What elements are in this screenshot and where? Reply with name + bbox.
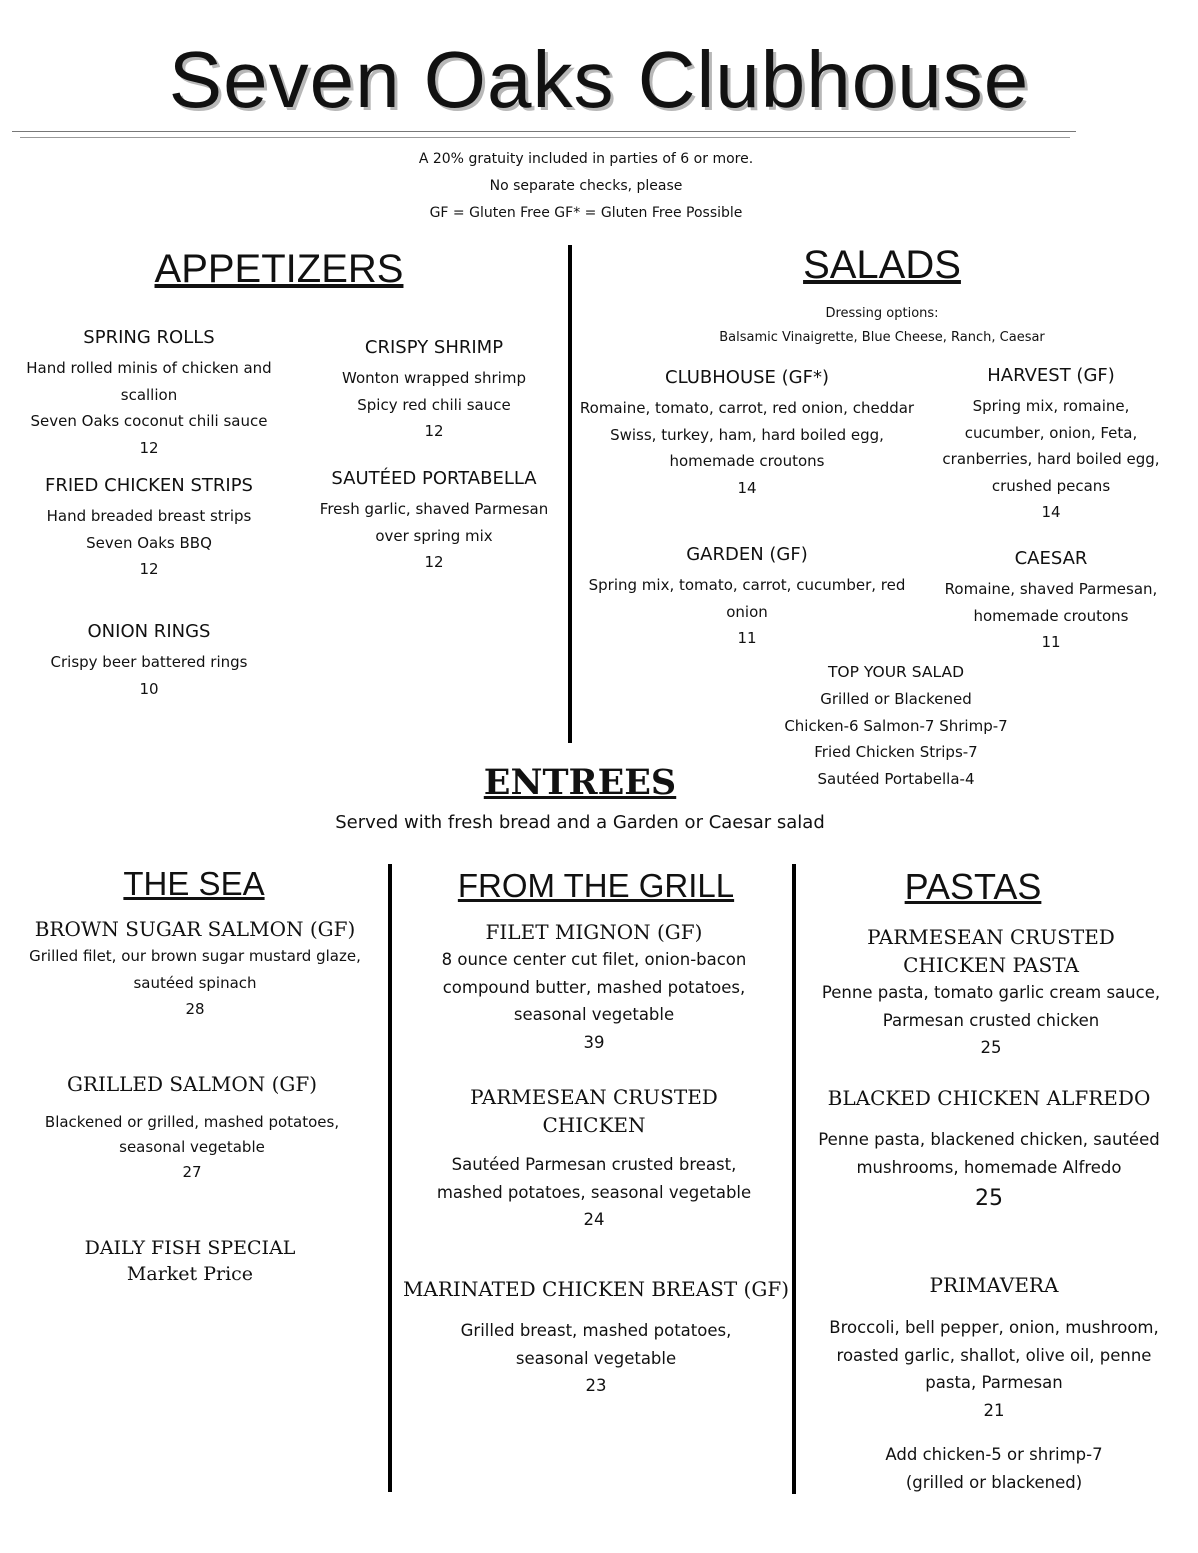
pasta-addons xyxy=(805,1441,1183,1496)
item-name: CRISPY SHRIMP xyxy=(364,337,504,358)
menu-item xyxy=(395,1083,793,1234)
item-desc xyxy=(805,1314,1183,1424)
item-price: 25 xyxy=(980,1038,1002,1057)
desc-line: Grilled breast, mashed potatoes, xyxy=(460,1321,732,1340)
desc-line: 8 ounce center cut filet, onion-bacon xyxy=(441,950,747,969)
item-name: GRILLED SALMON (GF) xyxy=(66,1072,318,1096)
menu-item xyxy=(936,547,1166,656)
desc-line: Crispy beer battered rings xyxy=(50,653,248,671)
desc-line: mashed potatoes, seasonal vegetable xyxy=(436,1182,752,1202)
topping-line: Sautéed Portabella-4 xyxy=(817,769,975,788)
name-line: PARMESEAN CRUSTED xyxy=(470,1085,718,1109)
topping-line: Chicken-6 Salmon-7 Shrimp-7 xyxy=(784,716,1008,735)
menu-item xyxy=(284,467,584,576)
toppings-list xyxy=(746,686,1046,792)
item-name: MARINATED CHICKEN BREAST (GF) xyxy=(402,1277,790,1301)
item-desc xyxy=(0,649,298,702)
topping-line: Grilled or Blackened xyxy=(820,690,972,708)
item-desc xyxy=(0,503,298,583)
item-price: 39 xyxy=(583,1032,605,1052)
item-price: 28 xyxy=(185,1000,205,1018)
desc-line: Seven Oaks coconut chili sauce xyxy=(30,412,268,430)
desc-line: Broccoli, bell pepper, onion, mushroom, xyxy=(829,1318,1159,1337)
desc-line: Penne pasta, tomato garlic cream sauce, xyxy=(821,983,1161,1002)
item-desc xyxy=(0,1110,384,1185)
item-desc xyxy=(577,395,917,501)
menu-notes xyxy=(0,146,1172,227)
item-price: 12 xyxy=(424,422,444,440)
item-desc xyxy=(936,576,1166,656)
menu-item xyxy=(284,336,584,445)
desc-line: compound butter, mashed potatoes, xyxy=(442,977,746,997)
desc-line: Spicy red chili sauce xyxy=(357,395,511,414)
menu-item xyxy=(0,326,298,461)
appetizers-heading: APPETIZERS xyxy=(154,247,404,291)
title-divider xyxy=(12,131,1076,132)
menu-item xyxy=(0,474,298,583)
desc-line: Hand breaded breast strips xyxy=(46,507,252,525)
sea-heading: THE SEA xyxy=(123,865,265,902)
desc-line: onion xyxy=(726,602,768,621)
desc-line: roasted garlic, shallot, olive oil, penne xyxy=(836,1345,1152,1365)
gratuity-note: A 20% gratuity included in parties of 6 or more. xyxy=(418,151,754,167)
item-desc xyxy=(582,572,912,652)
menu-item xyxy=(800,1084,1178,1217)
item-price: 12 xyxy=(139,560,159,578)
desc-line: Seven Oaks BBQ xyxy=(86,533,212,552)
grill-heading: FROM THE GRILL xyxy=(457,867,735,904)
item-name: CLUBHOUSE (GF*) xyxy=(665,367,829,388)
item-price: 25 xyxy=(975,1186,1003,1211)
desc-line: seasonal vegetable xyxy=(515,1348,677,1368)
desc-line: over spring mix xyxy=(375,526,493,545)
desc-line: homemade croutons xyxy=(669,452,825,470)
item-name: FRIED CHICKEN STRIPS xyxy=(45,475,253,496)
desc-line: Romaine, shaved Parmesan, xyxy=(944,580,1158,598)
desc-line: mushrooms, homemade Alfredo xyxy=(856,1157,1122,1177)
page-title: Seven Oaks Clubhouse xyxy=(168,35,1030,124)
item-desc xyxy=(805,979,1177,1062)
item-price: Market Price xyxy=(126,1263,254,1285)
item-price: 10 xyxy=(139,679,159,698)
name-line: PARMESEAN CRUSTED xyxy=(867,925,1115,949)
item-desc xyxy=(284,496,584,576)
item-name xyxy=(395,1083,793,1139)
salad-toppings xyxy=(746,660,1046,792)
desc-line: sautéed spinach xyxy=(133,973,257,992)
name-line: CHICKEN xyxy=(542,1113,646,1137)
checks-note: No separate checks, please xyxy=(489,178,683,194)
item-price: 23 xyxy=(585,1376,607,1395)
desc-line: Blackened or grilled, mashed potatoes, xyxy=(44,1113,340,1131)
menu-item xyxy=(0,1235,380,1287)
desc-line: Wonton wrapped shrimp xyxy=(342,369,526,387)
item-price: 12 xyxy=(139,438,159,457)
salads-heading: SALADS xyxy=(803,243,961,287)
item-price: 11 xyxy=(737,629,757,647)
desc-line: Sautéed Parmesan crusted breast, xyxy=(451,1155,737,1174)
menu-item xyxy=(0,1070,384,1185)
menu-item xyxy=(0,620,298,702)
item-name: GARDEN (GF) xyxy=(686,544,808,565)
desc-line: Spring mix, tomato, carrot, cucumber, red xyxy=(588,576,906,594)
desc-line: seasonal vegetable xyxy=(119,1138,265,1156)
addon-line: Add chicken-5 or shrimp-7 xyxy=(885,1445,1103,1464)
item-name: ONION RINGS xyxy=(87,621,211,642)
desc-line: pasta, Parmesan xyxy=(925,1373,1063,1392)
item-price: 21 xyxy=(983,1400,1005,1420)
menu-item xyxy=(0,915,390,1023)
item-name: SPRING ROLLS xyxy=(83,327,215,348)
item-desc xyxy=(0,355,298,461)
item-name: CAESAR xyxy=(1014,548,1088,569)
item-desc xyxy=(395,946,793,1056)
dressing-label: Dressing options: xyxy=(825,306,939,321)
item-desc xyxy=(284,365,584,445)
dressing-options xyxy=(632,302,1132,350)
menu-item xyxy=(395,918,793,1056)
desc-line: cucumber, onion, Feta, xyxy=(964,423,1138,442)
desc-line: cranberries, hard boiled egg, xyxy=(942,450,1160,468)
item-desc xyxy=(395,1151,793,1234)
item-price: 27 xyxy=(182,1163,202,1181)
item-desc xyxy=(936,393,1166,526)
item-name: FILET MIGNON (GF) xyxy=(485,920,703,944)
item-name xyxy=(805,923,1177,979)
item-price: 14 xyxy=(737,478,757,497)
entrees-heading: ENTREES xyxy=(483,762,677,803)
desc-line: Grilled filet, our brown sugar mustard glaze, xyxy=(29,947,361,965)
item-name: DAILY FISH SPECIAL xyxy=(84,1237,296,1259)
item-price: 11 xyxy=(1041,633,1061,651)
desc-line: crushed pecans xyxy=(991,476,1111,495)
item-price: 14 xyxy=(1041,503,1061,521)
name-line: CHICKEN PASTA xyxy=(903,953,1079,977)
item-desc xyxy=(395,1317,797,1400)
desc-line: homemade croutons xyxy=(973,606,1129,625)
item-desc xyxy=(0,943,390,1023)
menu-item xyxy=(805,1271,1183,1424)
desc-line: Fresh garlic, shaved Parmesan xyxy=(319,500,549,518)
dressing-list: Balsamic Vinaigrette, Blue Cheese, Ranch, Caesar xyxy=(719,330,1045,345)
item-name: BLACKED CHICKEN ALFREDO xyxy=(827,1086,1151,1110)
desc-line: Parmesan crusted chicken xyxy=(882,1010,1100,1030)
item-desc xyxy=(800,1126,1178,1217)
entrees-subtitle: Served with fresh bread and a Garden or Caesar salad xyxy=(335,812,825,833)
item-price: 12 xyxy=(424,553,444,571)
topping-line: Fried Chicken Strips-7 xyxy=(814,743,978,761)
toppings-heading: TOP YOUR SALAD xyxy=(827,663,965,681)
pastas-heading: PASTAS xyxy=(904,866,1042,907)
item-name: PRIMAVERA xyxy=(929,1273,1059,1297)
menu-item xyxy=(936,364,1166,526)
title-divider-secondary xyxy=(20,137,1070,138)
desc-line: Penne pasta, blackened chicken, sautéed xyxy=(818,1130,1160,1149)
menu-item xyxy=(577,366,917,501)
item-name: HARVEST (GF) xyxy=(987,365,1115,386)
menu-item xyxy=(582,543,912,652)
desc-line: Swiss, turkey, ham, hard boiled egg, xyxy=(610,425,884,444)
desc-line: Romaine, tomato, carrot, red onion, cheddar xyxy=(579,399,915,417)
item-name: BROWN SUGAR SALMON (GF) xyxy=(34,917,356,941)
item-name: SAUTÉED PORTABELLA xyxy=(331,468,537,489)
desc-line: seasonal vegetable xyxy=(513,1005,675,1024)
desc-line: Hand rolled minis of chicken and scallion xyxy=(26,359,272,404)
addon-line: (grilled or blackened) xyxy=(905,1472,1083,1492)
menu-item xyxy=(805,923,1177,1062)
menu-item xyxy=(395,1275,797,1400)
desc-line: Spring mix, romaine, xyxy=(972,397,1130,415)
item-price: 24 xyxy=(583,1210,605,1229)
gluten-note: GF = Gluten Free GF* = Gluten Free Possible xyxy=(429,205,743,221)
